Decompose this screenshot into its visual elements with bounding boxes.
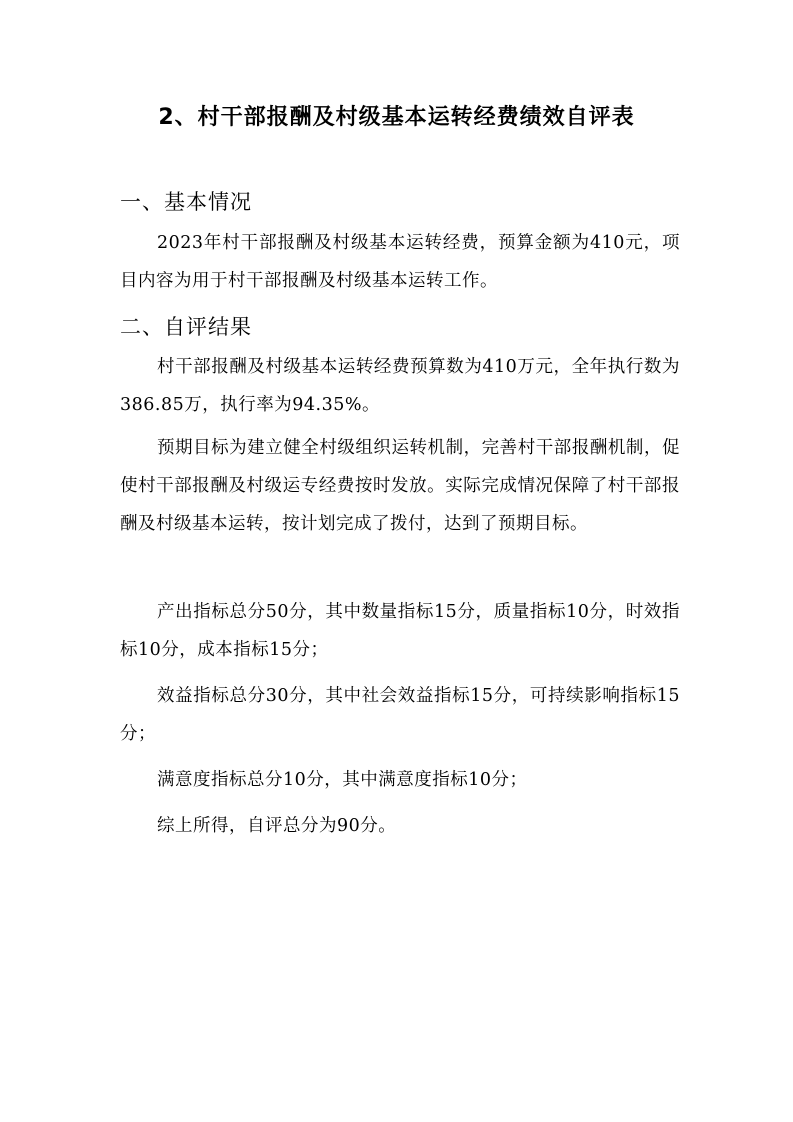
paragraph-basic-info: 2023年村干部报酬及村级基本运转经费，预算金额为410元，项目内容为用于村干部报酬及村级基本运转工作。: [120, 233, 680, 291]
paragraph-satisfaction-indicators: 满意度指标总分10分，其中满意度指标10分；: [157, 770, 528, 790]
page-title: 2、村干部报酬及村级基本运转经费绩效自评表: [158, 105, 635, 130]
section-heading-self-evaluation: 二、自评结果: [120, 315, 252, 339]
paragraph-total-score: 综上所得，自评总分为90分。: [157, 816, 397, 836]
paragraph-output-indicators: 产出指标总分50分，其中数量指标15分，质量指标10分，时效指标10分，成本指标15分；: [120, 602, 680, 660]
paragraph-benefit-indicators: 效益指标总分30分，其中社会效益指标15分，可持续影响指标15分；: [120, 686, 680, 744]
paragraph-targets: 预期目标为建立健全村级组织运转机制，完善村干部报酬机制，促使村干部报酬及村级运专经费按时发放。实际完成情况保障了村干部报酬及村级基本运转，按计划完成了拨付，达到了预期目标。: [120, 438, 680, 534]
paragraph-budget-execution: 村干部报酬及村级基本运转经费预算数为410万元，全年执行数为386.85万，执行率为94.35%。: [120, 357, 680, 415]
section-heading-basic-info: 一、基本情况: [120, 190, 252, 214]
